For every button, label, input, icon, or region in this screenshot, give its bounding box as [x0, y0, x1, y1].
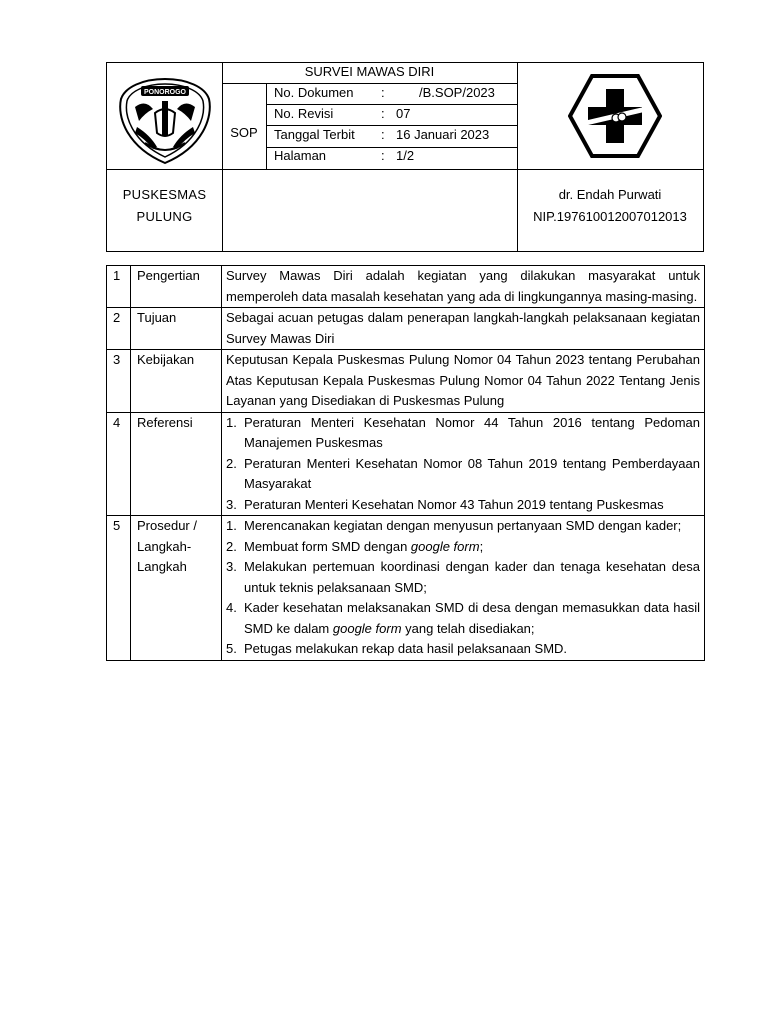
section-number: 4 [107, 412, 131, 516]
org-name-line2: PULUNG [136, 209, 193, 224]
signer-name: dr. Endah Purwati [558, 187, 662, 202]
list-item [226, 454, 700, 495]
list-text-part: Melakukan pertemuan koordinasi dengan kader dan tenaga kesehatan desa untuk teknis pelaksanaan SMD; [244, 559, 700, 595]
list-item [226, 557, 700, 598]
document-title: SURVEI MAWAS DIRI [304, 64, 435, 79]
document-header [106, 62, 704, 252]
section-label [131, 412, 222, 516]
field-label-issue-date: Tanggal Terbit [274, 127, 355, 142]
header-row-divider [107, 169, 703, 170]
field-separator: : [381, 106, 385, 121]
section-number: 2 [107, 308, 131, 350]
list-number: 1. [226, 518, 237, 533]
list-text: Peraturan Menteri Kesehatan Nomor 43 Tahun 2019 tentang Puskesmas [244, 496, 664, 512]
section-row-policy [107, 350, 705, 413]
list-text-emphasis: google form [332, 620, 402, 636]
section-label [131, 308, 222, 350]
section-text: Survey Mawas Diri adalah kegiatan yang dilakukan masyarakat untuk memperoleh data masalah kesehatan yang ada di lingkungannya masing-masing. [222, 266, 705, 308]
list-text [244, 537, 700, 558]
field-label-page: Halaman [274, 148, 327, 163]
field-separator: : [381, 148, 385, 163]
field-label-document-number: No. Dokumen [274, 85, 354, 100]
list-item [226, 598, 700, 639]
section-label-text: Tujuan [137, 310, 177, 325]
section-row-definition [107, 266, 705, 308]
list-item [226, 516, 700, 537]
list-number: 2. [226, 455, 237, 471]
sop-label: SOP [230, 125, 258, 140]
list-text [244, 598, 700, 639]
section-row-procedure [107, 516, 705, 661]
reference-list [222, 412, 705, 516]
procedure-list [222, 516, 705, 661]
svg-text:PONOROGO: PONOROGO [143, 89, 187, 96]
list-item [226, 639, 700, 660]
list-number: 4. [226, 600, 237, 615]
section-text: Sebagai acuan petugas dalam penerapan langkah-langkah pelaksanaan kegiatan Survey Mawas Diri [222, 308, 705, 350]
list-number: 3. [226, 496, 237, 512]
list-number: 5. [226, 641, 237, 656]
list-item [226, 413, 700, 454]
sop-divider [266, 83, 267, 169]
section-label [131, 516, 222, 661]
list-number: 2. [226, 538, 237, 554]
ponorogo-crest-logo [115, 77, 215, 165]
field-value-revision: 07 [396, 106, 411, 121]
list-text [244, 516, 700, 537]
section-number: 5 [107, 516, 131, 661]
section-label-text: Referensi [137, 414, 193, 430]
section-label-text: Prosedur / [137, 518, 197, 533]
list-text [244, 639, 700, 660]
list-text-part: Merencanakan kegiatan dengan menyusun pertanyaan SMD dengan kader; [244, 518, 682, 533]
org-name-line1: PUSKESMAS [122, 187, 207, 202]
list-text-emphasis: google form [410, 538, 480, 554]
list-item [226, 495, 700, 516]
section-label-text: Pengertian [137, 268, 200, 283]
field-label-revision: No. Revisi [274, 106, 334, 121]
list-item [226, 537, 700, 558]
list-number: 1. [226, 414, 237, 430]
section-number: 1 [107, 266, 131, 308]
field-separator: : [381, 85, 385, 100]
list-text-part: Petugas melakukan rekap data hasil pelaksanaan SMD. [244, 641, 568, 656]
list-text-part: yang telah disediakan; [401, 620, 535, 636]
field-divider [266, 125, 517, 126]
field-value-page: 1/2 [396, 148, 415, 163]
health-ministry-logo [568, 73, 662, 159]
list-text-part: Kader kesehatan melaksanakan SMD di desa dengan memasukkan data hasil SMD ke dalam [244, 600, 700, 636]
section-label-text: Langkah- [137, 538, 192, 554]
section-row-purpose [107, 308, 705, 350]
title-underline [222, 83, 517, 84]
field-separator: : [381, 127, 385, 142]
section-text: Keputusan Kepala Puskesmas Pulung Nomor 04 Tahun 2023 tentang Perubahan Atas Keputusan Kepala Puskesmas Pulung Nomor 04 Tahun 2022 Tentang Jenis Layanan yang Disediakan di Puskesmas Pulung [222, 350, 705, 413]
header-divider-left [222, 63, 223, 251]
signer-nip: NIP.197610012007012013 [533, 209, 687, 224]
sop-content-table [106, 265, 705, 661]
section-row-references [107, 412, 705, 516]
list-text-part: ; [479, 538, 484, 554]
field-divider [266, 104, 517, 105]
section-label-text: Kebijakan [137, 352, 195, 367]
section-label [131, 266, 222, 308]
list-text: Peraturan Menteri Kesehatan Nomor 08 Tahun 2019 tentang Pemberdayaan Masyarakat [244, 455, 700, 491]
section-number: 3 [107, 350, 131, 413]
field-value-issue-date: 16 Januari 2023 [396, 127, 490, 142]
section-label [131, 350, 222, 413]
list-text: Peraturan Menteri Kesehatan Nomor 44 Tahun 2016 tentang Pedoman Manajemen Puskesmas [244, 414, 700, 450]
section-label-text: Langkah [137, 559, 187, 574]
list-text [244, 557, 700, 598]
list-text-part: Membuat form SMD dengan [244, 538, 411, 554]
field-value-document-number: /B.SOP/2023 [419, 85, 495, 100]
list-number: 3. [226, 559, 237, 574]
